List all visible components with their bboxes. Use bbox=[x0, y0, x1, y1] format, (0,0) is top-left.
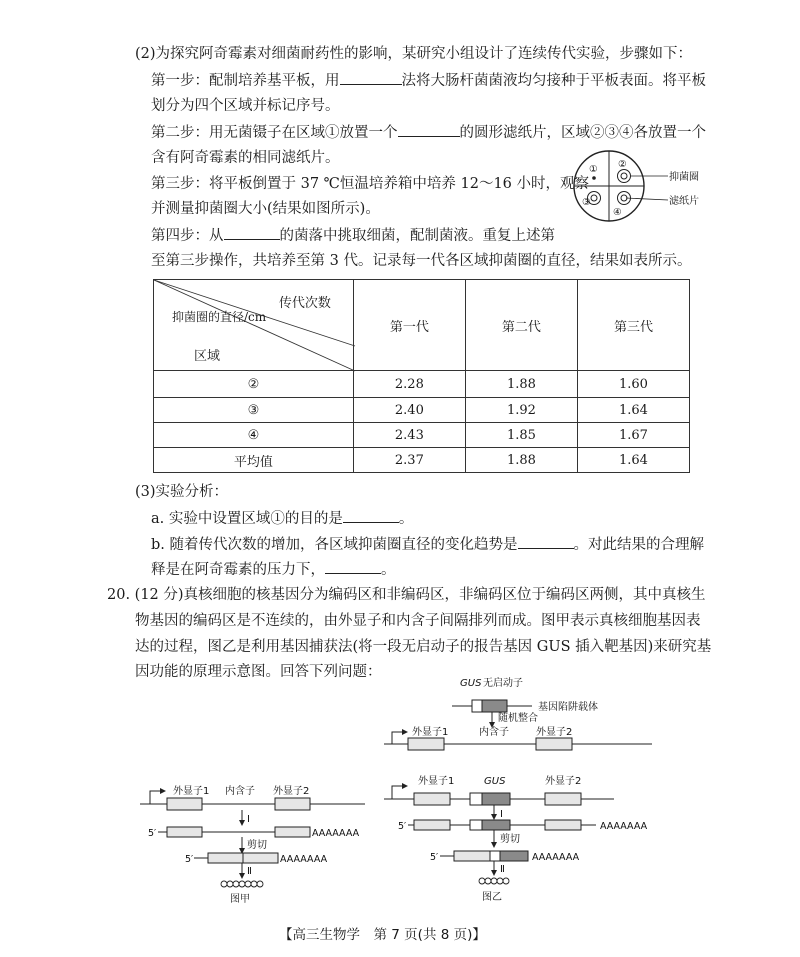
petri-dish-figure bbox=[572, 148, 732, 228]
table-col-2: 第二代 bbox=[465, 280, 577, 371]
answer-blank-trend[interactable] bbox=[518, 534, 574, 549]
fig-b-gus-mid: GUS bbox=[484, 776, 506, 787]
fig-b-vector: 基因陷阱载体 bbox=[538, 702, 598, 713]
q2-step1-c: 划分为四个区域并标记序号。 bbox=[151, 98, 340, 114]
answer-blank-paper[interactable] bbox=[398, 122, 460, 137]
answer-blank-explain[interactable] bbox=[325, 559, 381, 574]
fig-a-protein-chain bbox=[221, 881, 263, 887]
table-cell: 2.37 bbox=[353, 448, 465, 473]
dish-zone-3: ③ bbox=[582, 197, 591, 208]
fig-b-exon2-mid: 外显子2 bbox=[545, 776, 582, 787]
fig-b-no-promoter: 无启动子 bbox=[483, 678, 523, 689]
fig-b-5prime-2: 5′ bbox=[430, 852, 439, 863]
q2-step1-b: 法将大肠杆菌菌液均匀接种于平板表面。将平板 bbox=[401, 73, 706, 89]
q3-a-text: a. 实验中设置区域①的目的是 bbox=[151, 511, 343, 527]
table-row-label: ④ bbox=[154, 423, 354, 448]
fig-a-intron: 内含子 bbox=[225, 786, 255, 797]
fig-b-gus-top: GUS bbox=[460, 678, 482, 689]
table-corner-cell bbox=[154, 280, 354, 371]
q2-step3-b: 并测量抑菌圈大小(结果如图所示)。 bbox=[151, 201, 380, 217]
fig-a-exon2: 外显子2 bbox=[273, 786, 310, 797]
dish-label-halo: 抑菌圈 bbox=[669, 172, 699, 183]
fig-a-step1: Ⅰ bbox=[247, 814, 250, 825]
table-cell: 2.28 bbox=[353, 371, 465, 398]
q3-a-line bbox=[151, 508, 413, 529]
dish-zone-4: ④ bbox=[613, 207, 622, 218]
fig-a-splice: 剪切 bbox=[247, 840, 267, 851]
fig-a-step2: Ⅱ bbox=[247, 866, 252, 877]
q2-step4-a: 第四步：从 bbox=[151, 228, 224, 244]
fig-a-5prime-2: 5′ bbox=[185, 854, 194, 865]
table-cell: 2.43 bbox=[353, 423, 465, 448]
fig-a-polya-1: AAAAAAA bbox=[312, 828, 360, 839]
table-row-label: 平均值 bbox=[154, 448, 354, 473]
figure-jia bbox=[130, 776, 370, 906]
q2-step1-line bbox=[151, 70, 706, 91]
fig-a-caption: 图甲 bbox=[230, 894, 250, 905]
table-header-top: 传代次数 bbox=[278, 296, 331, 311]
results-table bbox=[153, 279, 690, 473]
q3-a-end: 。 bbox=[398, 511, 414, 527]
fig-b-splice: 剪切 bbox=[500, 834, 520, 845]
table-cell: 1.85 bbox=[465, 423, 577, 448]
fig-b-step1: Ⅰ bbox=[500, 809, 503, 820]
q2-intro: (2)为探究阿奇霉素对细菌耐药性的影响，某研究小组设计了连续传代实验，步骤如下： bbox=[135, 46, 693, 62]
table-cell: 1.67 bbox=[577, 423, 689, 448]
answer-blank-method[interactable] bbox=[340, 70, 402, 85]
table-row-label: ③ bbox=[154, 398, 354, 423]
table-header-mid: 抑菌圈的直径/cm bbox=[172, 310, 267, 324]
table-header-row bbox=[154, 280, 690, 371]
q20-line1: 20. (12 分)真核细胞的核基因分为编码区和非编码区，非编码区位于编码区两侧，其中真核生 bbox=[107, 587, 706, 603]
dish-zone-2: ② bbox=[618, 159, 627, 170]
table-row bbox=[154, 448, 690, 473]
fig-b-protein-chain bbox=[479, 878, 509, 884]
table-cell: 1.92 bbox=[465, 398, 577, 423]
q2-step4-c: 至第三步操作，共培养至第 3 代。记录每一代各区域抑菌圈的直径，结果如表所示。 bbox=[151, 253, 692, 269]
figure-yi bbox=[382, 676, 662, 906]
fig-a-exon1: 外显子1 bbox=[173, 786, 210, 797]
fig-b-random: 随机整合 bbox=[498, 713, 538, 724]
q2-step2-b: 的圆形滤纸片，区域②③④各放置一个 bbox=[459, 125, 706, 141]
table-row bbox=[154, 398, 690, 423]
fig-b-5prime-1: 5′ bbox=[398, 821, 407, 832]
q3-b-text: b. 随着传代次数的增加，各区域抑菌圈直径的变化趋势是 bbox=[151, 537, 518, 553]
table-cell: 1.64 bbox=[577, 448, 689, 473]
q2-step4-b: 的菌落中挑取细菌，配制菌液。重复上述第 bbox=[279, 228, 555, 244]
table-cell: 1.60 bbox=[577, 371, 689, 398]
fig-b-exon1-top: 外显子1 bbox=[412, 727, 449, 738]
dish-zone-1: ① bbox=[589, 164, 598, 175]
q3-b-end: 。 bbox=[381, 562, 396, 578]
table-cell: 2.40 bbox=[353, 398, 465, 423]
dish-label-paper: 滤纸片 bbox=[669, 196, 699, 207]
q3-b-line2 bbox=[151, 559, 396, 580]
fig-a-5prime-1: 5′ bbox=[148, 828, 157, 839]
fig-b-polya-2: AAAAAAA bbox=[532, 852, 580, 863]
table-cell: 1.88 bbox=[465, 448, 577, 473]
fig-a-polya-2: AAAAAAA bbox=[280, 854, 328, 865]
fig-b-exon1-mid: 外显子1 bbox=[418, 776, 455, 787]
answer-blank-colony[interactable] bbox=[224, 225, 280, 240]
fig-b-polya-1: AAAAAAA bbox=[600, 821, 648, 832]
q3-b-text2: 。对此结果的合理解 bbox=[573, 537, 704, 553]
q2-step2-line bbox=[151, 122, 706, 143]
fig-b-exon2-top: 外显子2 bbox=[536, 727, 573, 738]
answer-blank-purpose[interactable] bbox=[343, 508, 399, 523]
table-cell: 1.88 bbox=[465, 371, 577, 398]
table-col-3: 第三代 bbox=[577, 280, 689, 371]
page-footer: 【高三生物学 第 7 页(共 8 页)】 bbox=[279, 927, 486, 943]
fig-b-step2: Ⅱ bbox=[500, 864, 505, 875]
table-header-bottom: 区域 bbox=[194, 349, 221, 364]
q20-line4: 因功能的原理示意图。回答下列问题： bbox=[135, 664, 382, 680]
q3-b-text3: 释是在阿奇霉素的压力下， bbox=[151, 562, 325, 578]
q2-step2-c: 含有阿奇霉素的相同滤纸片。 bbox=[151, 150, 340, 166]
q3-title: (3)实验分析： bbox=[135, 484, 229, 500]
q2-step3-a: 第三步：将平板倒置于 37 ℃恒温培养箱中培养 12～16 小时，观察 bbox=[151, 176, 590, 192]
q20-line3: 达的过程，图乙是利用基因捕获法(将一段无启动子的报告基因 GUS 插入靶基因)来研究基 bbox=[135, 639, 712, 655]
table-row bbox=[154, 423, 690, 448]
fig-b-intron-top: 内含子 bbox=[479, 727, 509, 738]
table-row bbox=[154, 371, 690, 398]
q2-step1-a: 第一步：配制培养基平板，用 bbox=[151, 73, 340, 89]
q20-line2: 物基因的编码区是不连续的，由外显子和内含子间隔排列而成。图甲表示真核细胞基因表 bbox=[135, 613, 701, 629]
q3-b-line bbox=[151, 534, 704, 555]
table-col-1: 第一代 bbox=[353, 280, 465, 371]
fig-b-caption: 图乙 bbox=[482, 892, 502, 903]
q2-step2-a: 第二步：用无菌镊子在区域①放置一个 bbox=[151, 125, 398, 141]
q2-step4-line bbox=[151, 225, 555, 246]
table-cell: 1.64 bbox=[577, 398, 689, 423]
table-row-label: ② bbox=[154, 371, 354, 398]
